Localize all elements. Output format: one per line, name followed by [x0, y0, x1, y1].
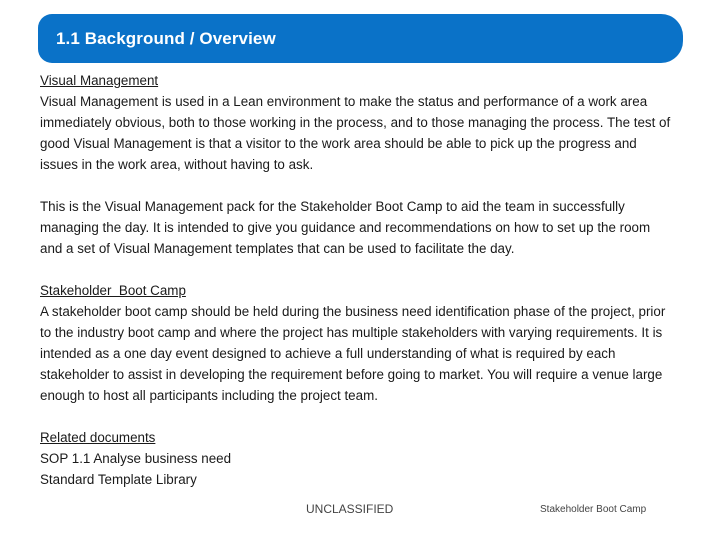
footer-classification: UNCLASSIFIED — [306, 502, 394, 516]
paragraph-line: and a set of Visual Management templates that can be used to facilitate the day. — [40, 241, 515, 256]
related-document-item: SOP 1.1 Analyse business need — [40, 451, 232, 466]
section-heading-related-documents: Related documents — [40, 430, 156, 445]
paragraph-line: intended as a one day event designed to achieve a full understanding of what is required by each — [40, 346, 616, 361]
section-heading-visual-management: Visual Management — [40, 73, 159, 88]
paragraph-line: issues in the work area, without having to ask. — [40, 157, 314, 172]
title-bar — [38, 14, 683, 63]
section-heading-stakeholder-boot-camp: Stakeholder Boot Camp — [40, 283, 186, 298]
paragraph-line: enough to host all participants including the project team. — [40, 388, 378, 403]
page-title: 1.1 Background / Overview — [56, 28, 276, 48]
paragraph-line: stakeholder to assist in developing the requirement before going to market. You will require a venue large — [40, 367, 663, 382]
paragraph-line: Visual Management is used in a Lean environment to make the status and performance of a work area — [40, 94, 648, 109]
paragraph-line: A stakeholder boot camp should be held during the business need identification phase of the project, prior — [40, 304, 666, 319]
paragraph-line: This is the Visual Management pack for the Stakeholder Boot Camp to aid the team in successfully — [40, 199, 625, 214]
paragraph-line: good Visual Management is that a visitor to the work area should be able to pick up the progress and — [40, 136, 637, 151]
paragraph-line: to the industry boot camp and where the project has multiple stakeholders with varying requirements. It is — [40, 325, 663, 340]
content-body — [40, 70, 705, 490]
related-document-item: Standard Template Library — [40, 472, 197, 487]
footer-document-name: Stakeholder Boot Camp — [540, 504, 647, 515]
paragraph-line: managing the day. It is intended to give you guidance and recommendations on how to set up the room — [40, 220, 651, 235]
paragraph-line: immediately obvious, both to those working in the process, and to those managing the process. The test of — [40, 115, 671, 130]
